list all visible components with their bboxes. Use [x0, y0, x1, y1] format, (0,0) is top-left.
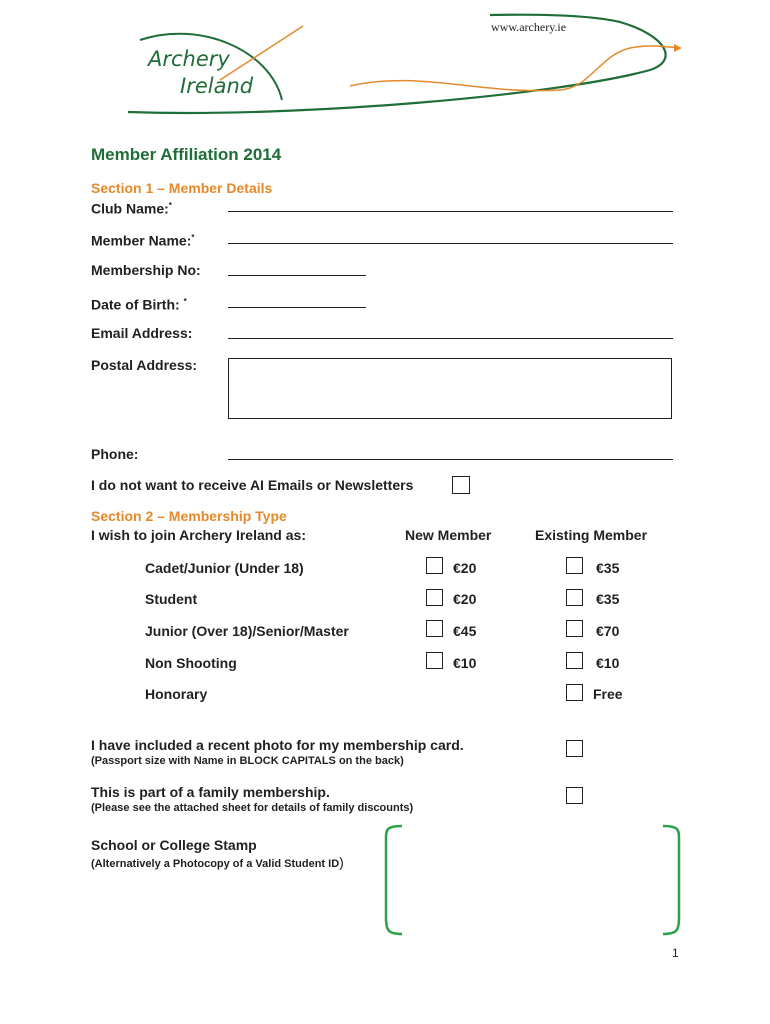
existing-member-price: €35	[596, 591, 620, 607]
existing-member-checkbox[interactable]	[566, 589, 583, 606]
dob-label: Date of Birth: *	[91, 296, 187, 313]
club-name-field[interactable]	[228, 211, 673, 212]
membership-row-label: Junior (Over 18)/Senior/Master	[145, 623, 349, 639]
existing-member-price: €10	[596, 655, 620, 671]
family-note: (Please see the attached sheet for details of family discounts)	[91, 802, 414, 814]
page-title: Member Affiliation 2014	[91, 145, 282, 164]
membership-no-field[interactable]	[228, 275, 366, 276]
existing-member-price: Free	[593, 686, 623, 702]
stamp-label: School or College Stamp	[91, 837, 257, 853]
existing-member-checkbox[interactable]	[566, 652, 583, 669]
membership-row-label: Honorary	[145, 686, 208, 702]
existing-member-price: €70	[596, 623, 620, 639]
postal-address-field[interactable]	[228, 358, 672, 419]
family-label: This is part of a family membership.	[91, 784, 330, 800]
new-member-price: €10	[453, 655, 477, 671]
photo-checkbox[interactable]	[566, 740, 583, 757]
email-field[interactable]	[228, 338, 673, 339]
membership-no-label: Membership No:	[91, 262, 201, 278]
membership-row-label: Non Shooting	[145, 655, 237, 671]
new-member-checkbox[interactable]	[426, 652, 443, 669]
section2-heading: Section 2 – Membership Type	[91, 508, 287, 524]
logo-text-archery: Archery	[148, 47, 230, 71]
existing-member-checkbox[interactable]	[566, 557, 583, 574]
membership-row-label: Cadet/Junior (Under 18)	[145, 560, 304, 576]
stamp-area-brackets	[380, 820, 690, 940]
no-emails-label: I do not want to receive AI Emails or Newsletters	[91, 477, 414, 493]
logo-text-ireland: Ireland	[180, 74, 254, 98]
email-label: Email Address:	[91, 325, 193, 341]
new-member-price: €20	[453, 591, 477, 607]
postal-address-label: Postal Address:	[91, 357, 198, 373]
family-checkbox[interactable]	[566, 787, 583, 804]
website-url: www.archery.ie	[491, 20, 567, 34]
section1-heading: Section 1 – Member Details	[91, 180, 273, 196]
new-member-price: €45	[453, 623, 477, 639]
phone-label: Phone:	[91, 446, 139, 462]
existing-member-checkbox[interactable]	[566, 684, 583, 701]
page-number: 1	[672, 946, 679, 960]
phone-field[interactable]	[228, 459, 673, 460]
member-name-field[interactable]	[228, 243, 673, 244]
col-new-member: New Member	[405, 527, 492, 543]
existing-member-checkbox[interactable]	[566, 620, 583, 637]
new-member-checkbox[interactable]	[426, 589, 443, 606]
join-label: I wish to join Archery Ireland as:	[91, 527, 306, 543]
archery-ireland-logo	[0, 0, 770, 125]
no-emails-checkbox[interactable]	[452, 476, 470, 494]
stamp-note: (Alternatively a Photocopy of a Valid Student ID)	[91, 854, 344, 870]
dob-field[interactable]	[228, 307, 366, 308]
new-member-checkbox[interactable]	[426, 557, 443, 574]
col-existing-member: Existing Member	[535, 527, 648, 543]
member-name-label: Member Name:*	[91, 232, 195, 249]
new-member-checkbox[interactable]	[426, 620, 443, 637]
new-member-price: €20	[453, 560, 477, 576]
club-name-label: Club Name:*	[91, 200, 172, 217]
membership-row-label: Student	[145, 591, 198, 607]
photo-note: (Passport size with Name in BLOCK CAPITALS on the back)	[91, 755, 404, 767]
existing-member-price: €35	[596, 560, 620, 576]
photo-label: I have included a recent photo for my membership card.	[91, 737, 464, 753]
